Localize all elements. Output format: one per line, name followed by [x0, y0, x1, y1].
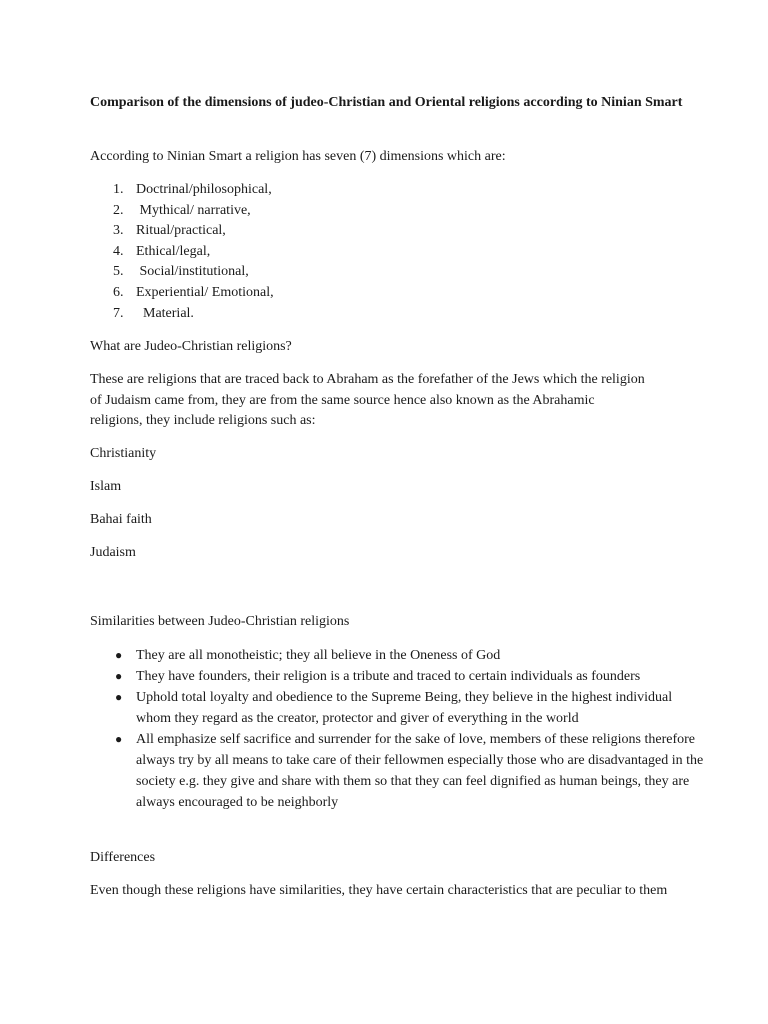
- religion-bahai: Bahai faith: [90, 512, 152, 527]
- list-item: ● They are all monotheistic; they all believe in the Oneness of God: [90, 645, 706, 666]
- list-item: 6. Experiential/ Emotional,: [113, 284, 274, 300]
- list-item: 3. Ritual/practical,: [113, 223, 226, 239]
- answer-paragraph: These are religions that are traced back to Abraham as the forefather of the Jews which the religion of Judaism came from, they are from the same source hence also known as the Abrahamic religions, they include religions such as:: [90, 372, 645, 428]
- differences-paragraph: Even though these religions have similarities, they have certain characteristics that are peculiar to them: [90, 883, 668, 898]
- list-item: 4. Ethical/legal,: [113, 243, 211, 259]
- dimensions-list: [90, 180, 274, 324]
- religion-islam: Islam: [90, 479, 122, 494]
- list-item: 7. Material.: [113, 305, 194, 321]
- bullet-icon: ●: [115, 669, 123, 683]
- list-item: 2. Mythical/ narrative,: [113, 202, 251, 218]
- differences-heading: Differences: [90, 850, 156, 865]
- intro-paragraph: According to Ninian Smart a religion has seven (7) dimensions which are:: [90, 149, 506, 164]
- similarities-list: [90, 645, 706, 813]
- similarities-heading: Similarities between Judeo-Christian religions: [90, 614, 350, 629]
- question-heading: What are Judeo-Christian religions?: [90, 339, 292, 354]
- list-item: ● Uphold total loyalty and obedience to the Supreme Being, they believe in the highest individual whom they regard as the creator, protector and giver of everything in the world: [90, 687, 706, 729]
- list-item: ● They have founders, their religion is a tribute and traced to certain individuals as founders: [90, 666, 706, 687]
- bullet-icon: ●: [115, 648, 123, 662]
- bullet-icon: ●: [115, 732, 123, 746]
- bullet-icon: ●: [115, 690, 123, 704]
- religion-christianity: Christianity: [90, 446, 157, 461]
- religion-judaism: Judaism: [90, 545, 136, 560]
- list-item: 1. Doctrinal/philosophical,: [113, 182, 272, 197]
- list-item: 5. Social/institutional,: [113, 264, 249, 280]
- document-title: Comparison of the dimensions of judeo-Christian and Oriental religions according to Ninian Smart: [90, 95, 683, 110]
- list-item: ● All emphasize self sacrifice and surrender for the sake of love, members of these religions therefore always try by all means to take care of their fellowmen especially those who are disadvantaged in the society e.g. they give and share with them so that they can feel dignified as human beings, they are always encouraged to be neighborly: [90, 729, 706, 813]
